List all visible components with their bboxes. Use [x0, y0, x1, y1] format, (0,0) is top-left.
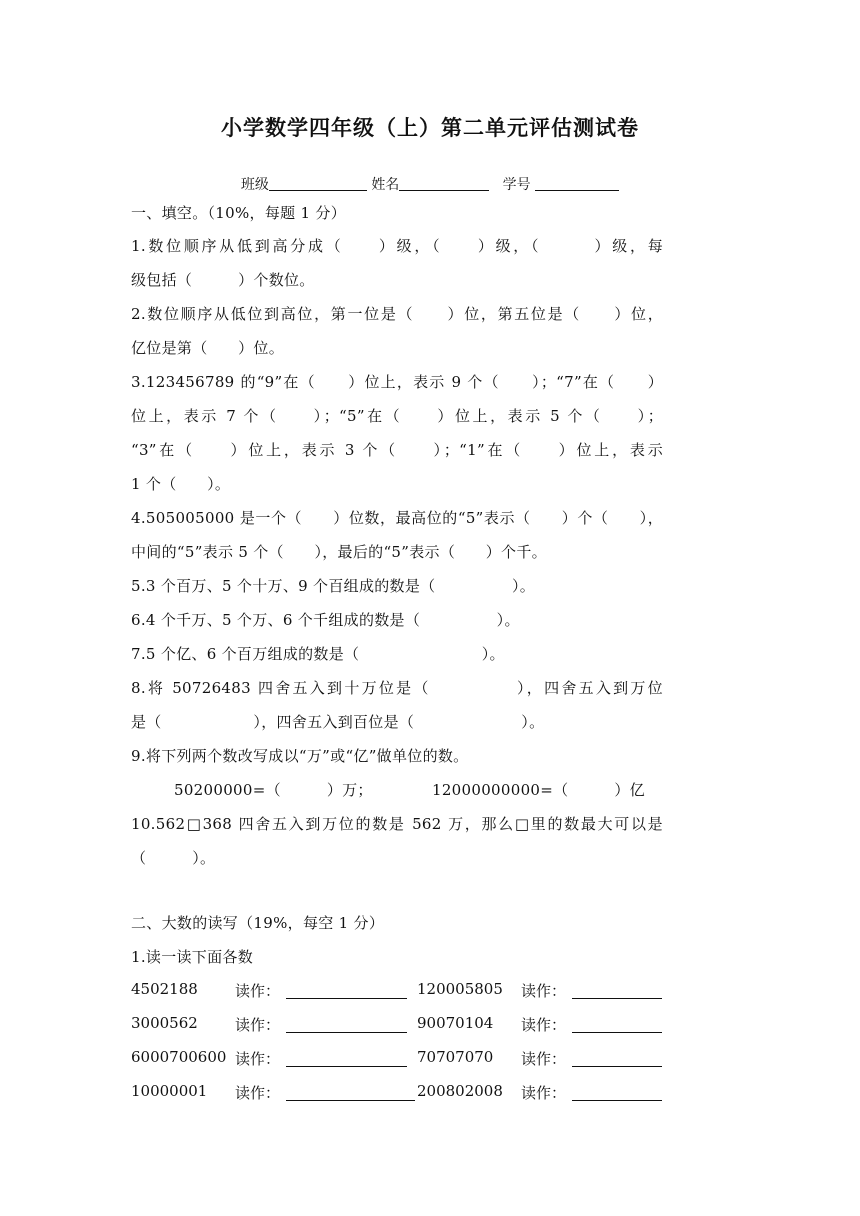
- reading-row: [131, 1048, 663, 1068]
- question-line: 7.5 个亿、6 个百万组成的数是（ ）。: [131, 645, 505, 663]
- read-label: 读作：: [235, 982, 281, 1000]
- answer-blank[interactable]: [286, 1014, 407, 1033]
- class-label: 班级: [240, 177, 269, 193]
- class-blank[interactable]: [269, 174, 367, 191]
- question-line: 1 个（ ）。: [131, 475, 231, 493]
- question-line: 4.505005000 是一个（ ）位数，最高位的“5”表示（ ）个（ ），: [131, 509, 663, 527]
- number-b: 120005805: [417, 980, 503, 998]
- id-blank[interactable]: [535, 174, 619, 191]
- question-line: 2.数位顺序从低位到高位，第一位是（ ）位，第五位是（ ）位，: [131, 305, 663, 323]
- question-line: “3”在（ ）位上，表示 3 个（ ）；“1”在（ ）位上，表示: [131, 441, 663, 459]
- name-blank[interactable]: [399, 174, 489, 191]
- question-line: 位上，表示 7 个（ ）；“5”在（ ）位上，表示 5 个（ ）；: [131, 407, 663, 425]
- id-label: 学号: [502, 177, 531, 193]
- question-line: 1.数位顺序从低到高分成（ ）级，（ ）级，（ ）级，每: [131, 237, 663, 255]
- question-line: 6.4 个千万、5 个万、6 个千组成的数是（ ）。: [131, 611, 520, 629]
- read-label: 读作：: [235, 1084, 281, 1102]
- question-line: 是（ ），四舍五入到百位是（ ）。: [131, 713, 545, 731]
- read-label: 读作：: [521, 982, 567, 1000]
- reading-row: [131, 980, 663, 1000]
- number-b: 200802008: [417, 1082, 503, 1100]
- name-label: 姓名: [371, 177, 400, 193]
- read-label: 读作：: [521, 1016, 567, 1034]
- section2-heading: 二、大数的读写（19%，每空 1 分）: [131, 914, 385, 932]
- number-b: 70707070: [417, 1048, 494, 1066]
- question-line: 10.562□368 四舍五入到万位的数是 562 万，那么□里的数最大可以是: [131, 815, 663, 833]
- section2-subheading: 1.读一读下面各数: [131, 948, 254, 966]
- number-a: 10000001: [131, 1082, 208, 1100]
- reading-row: [131, 1082, 663, 1102]
- answer-blank[interactable]: [286, 980, 407, 999]
- question-line: 5.3 个百万、5 个十万、9 个百组成的数是（ ）。: [131, 577, 536, 595]
- question-line: 9.将下列两个数改写成以“万”或“亿”做单位的数。: [131, 747, 469, 765]
- read-label: 读作：: [521, 1050, 567, 1068]
- answer-blank[interactable]: [572, 1082, 662, 1101]
- answer-blank[interactable]: [286, 1048, 407, 1067]
- question-line: 亿位是第（ ）位。: [131, 339, 285, 357]
- answer-blank[interactable]: [572, 1048, 662, 1067]
- reading-row: [131, 1014, 663, 1034]
- answer-blank[interactable]: [572, 1014, 662, 1033]
- section1-heading: 一、填空。（10%，每题 1 分）: [131, 204, 347, 222]
- question-line: 级包括（ ）个数位。: [131, 271, 315, 289]
- number-a: 6000700600: [131, 1048, 227, 1066]
- number-b: 90070104: [417, 1014, 494, 1032]
- read-label: 读作：: [521, 1084, 567, 1102]
- number-a: 4502188: [131, 980, 198, 998]
- number-a: 3000562: [131, 1014, 198, 1032]
- question-line: 50200000=（ ）万；: [174, 781, 373, 799]
- question-line: 8.将 50726483 四舍五入到十万位是（ ），四舍五入到万位: [131, 679, 663, 697]
- question-line: （ ）。: [131, 849, 216, 867]
- read-label: 读作：: [235, 1016, 281, 1034]
- question-line: 中间的“5”表示 5 个（ ），最后的“5”表示（ ）个千。: [131, 543, 547, 561]
- answer-blank[interactable]: [286, 1082, 415, 1101]
- page-title: 小学数学四年级（上）第二单元评估测试卷: [221, 115, 639, 140]
- question-line: 3.123456789 的“9”在（ ）位上，表示 9 个（ ）；“7”在（ ）: [131, 373, 663, 391]
- read-label: 读作：: [235, 1050, 281, 1068]
- student-info: [0, 174, 860, 194]
- question-line: 12000000000=（ ）亿: [432, 781, 645, 799]
- answer-blank[interactable]: [572, 980, 662, 999]
